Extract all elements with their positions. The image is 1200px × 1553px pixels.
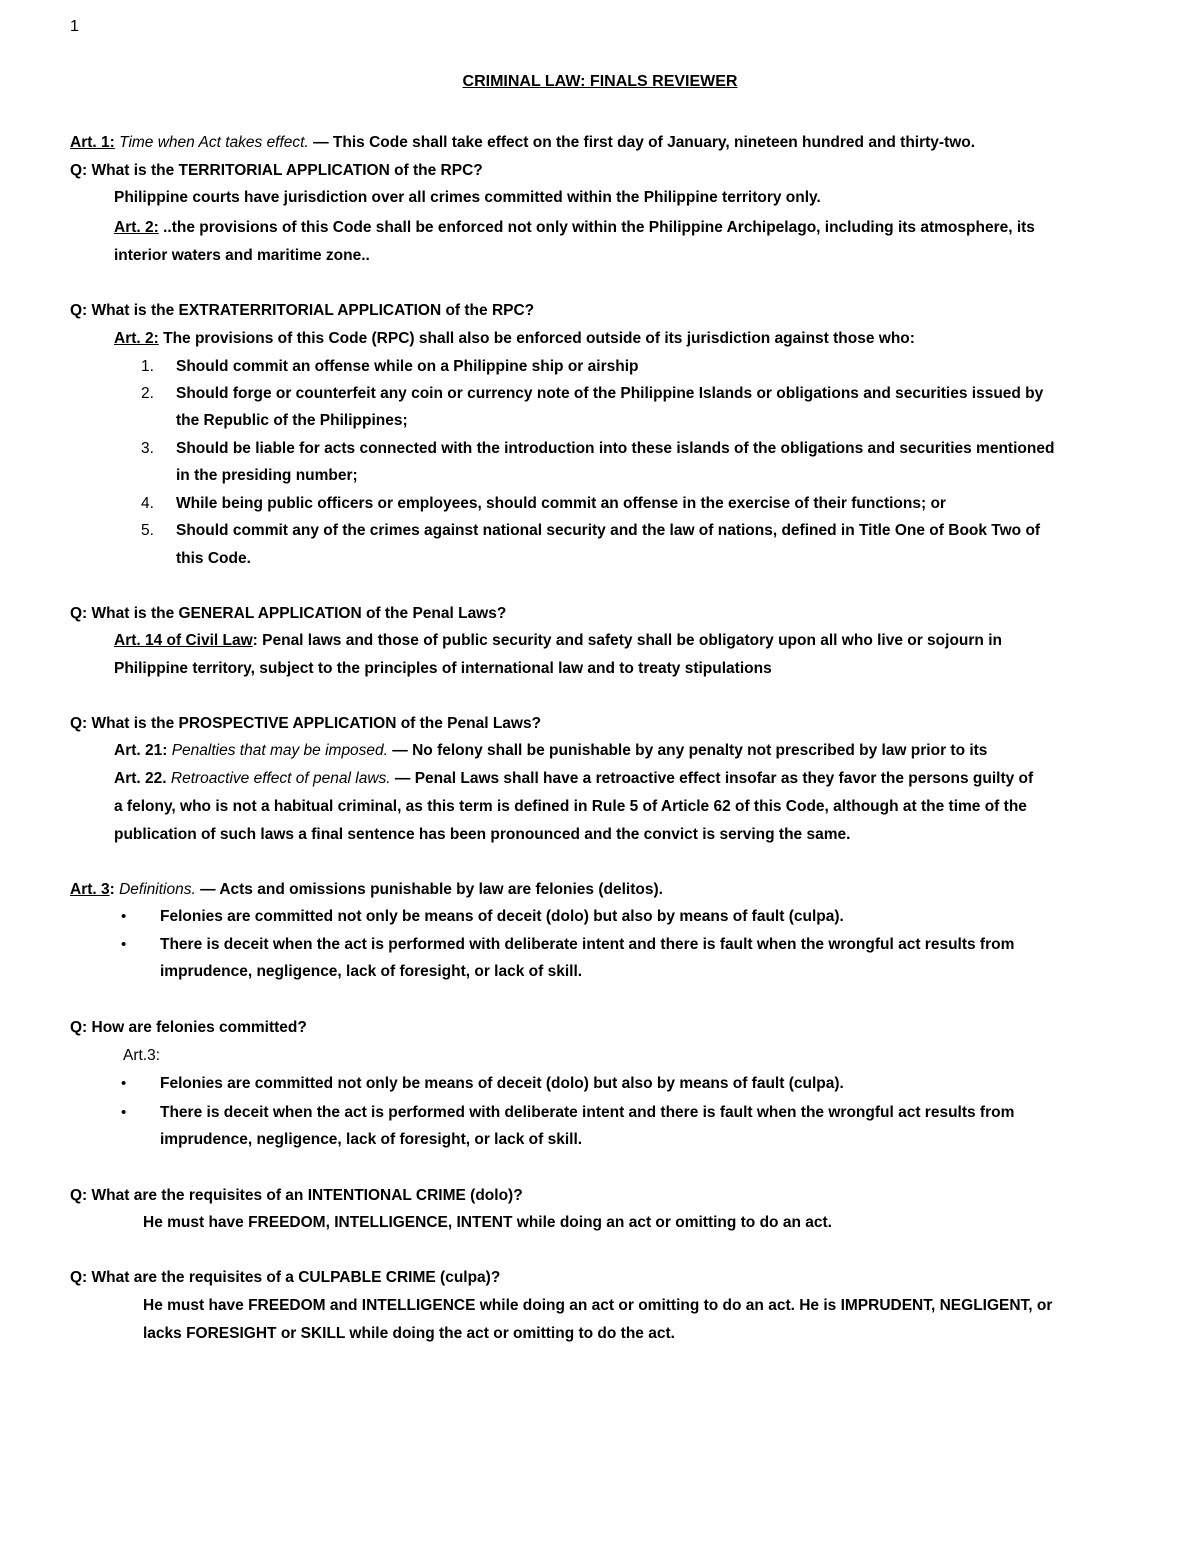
list-item-line: in the presiding number; — [176, 467, 358, 484]
culpable-answer-1: He must have FREEDOM and INTELLIGENCE while doing an act or omitting to do an act. He is IMPRUDENT, NEGLIGENT, or — [143, 1297, 1053, 1314]
extraterritorial-question: Q: What is the EXTRATERRITORIAL APPLICATION of the RPC? — [70, 302, 535, 319]
territorial-answer: Philippine courts have jurisdiction over all crimes committed within the Philippine territory only. — [114, 189, 821, 206]
list-item-line: this Code. — [176, 550, 251, 567]
extraterritorial-art-line — [114, 329, 915, 349]
culpable-question: Q: What are the requisites of a CULPABLE CRIME (culpa)? — [70, 1269, 501, 1286]
general-question: Q: What is the GENERAL APPLICATION of the Penal Laws? — [70, 605, 507, 622]
general-art-line-2: Philippine territory, subject to the principles of international law and to treaty stipulations — [114, 660, 772, 677]
document-title — [0, 73, 1200, 91]
territorial-art-line-2: interior waters and maritime zone.. — [114, 247, 370, 264]
art3-bullet-2a: There is deceit when the act is performed with deliberate intent and there is fault when the wrongful act results from — [160, 936, 1015, 953]
list-item-line: Should be liable for acts connected with the introduction into these islands of the obligations and securities mentioned — [176, 440, 1055, 457]
art22-line-1 — [114, 769, 1033, 789]
extraterritorial-art-text: The provisions of this Code (RPC) shall also be enforced outside of its jurisdiction against those who: — [158, 330, 915, 347]
list-item-line: Should forge or counterfeit any coin or currency note of the Philippine Islands or obligations and securities issued by — [176, 385, 1044, 402]
document-title-text: CRIMINAL LAW: FINALS REVIEWER — [462, 73, 738, 90]
art3-heading: Definitions. — [119, 881, 196, 898]
art3-text: — Acts and omissions punishable by law are felonies (delitos). — [195, 881, 663, 898]
list-item-number: 2. — [141, 385, 154, 402]
art22-line-2: a felony, who is not a habitual criminal, as this term is defined in Rule 5 of Article 62 of this Code, although at the time of the — [114, 798, 1027, 815]
bullet-icon: • — [121, 936, 127, 953]
art22-line-3: publication of such laws a final sentence has been pronounced and the convict is serving the same. — [114, 826, 851, 843]
art1-line — [70, 133, 975, 153]
general-art-ref: Art. 14 of Civil Law — [114, 632, 253, 649]
art1-heading: Time when Act takes effect. — [119, 134, 309, 151]
art21-line — [114, 741, 987, 761]
how-committed-bullet-2a: There is deceit when the act is performed with deliberate intent and there is fault when the wrongful act results from — [160, 1104, 1015, 1121]
general-art-text-1: : Penal laws and those of public security and safety shall be obligatory upon all who live or sojourn in — [252, 632, 1002, 649]
list-item-number: 5. — [141, 522, 154, 539]
page-number: 1 — [70, 18, 79, 35]
list-item-number: 1. — [141, 358, 154, 375]
art21-text: — No felony shall be punishable by any penalty not prescribed by law prior to its — [387, 742, 988, 759]
bullet-icon: • — [121, 908, 127, 925]
list-item-number: 3. — [141, 440, 154, 457]
how-committed-bullet-2b: imprudence, negligence, lack of foresight, or lack of skill. — [160, 1131, 583, 1148]
territorial-art-text-1: ..the provisions of this Code shall be enforced not only within the Philippine Archipelago, including its atmosphere, its — [158, 219, 1035, 236]
general-art-line-1 — [114, 631, 1002, 651]
art21-heading: Penalties that may be imposed. — [171, 742, 388, 759]
list-item-line: the Republic of the Philippines; — [176, 412, 408, 429]
how-committed-question: Q: How are felonies committed? — [70, 1019, 307, 1036]
extraterritorial-art-ref: Art. 2: — [114, 330, 159, 347]
how-committed-art-ref: Art.3: — [123, 1047, 161, 1064]
art3-bullet-2b: imprudence, negligence, lack of foresight, or lack of skill. — [160, 963, 583, 980]
art22-heading: Retroactive effect of penal laws. — [170, 770, 391, 787]
art3-ref: Art. 3 — [70, 881, 110, 898]
art1-ref: Art. 1: — [70, 134, 115, 151]
list-item-line: While being public officers or employees, should commit an offense in the exercise of their functions; or — [176, 495, 946, 512]
territorial-question: Q: What is the TERRITORIAL APPLICATION of the RPC? — [70, 162, 483, 179]
art3-bullet-1: Felonies are committed not only be means of deceit (dolo) but also by means of fault (culpa). — [160, 908, 844, 925]
art22-ref: Art. 22. — [114, 770, 167, 787]
bullet-icon: • — [121, 1075, 127, 1092]
list-item-number: 4. — [141, 495, 154, 512]
list-item-line: Should commit any of the crimes against national security and the law of nations, defined in Title One of Book Two of — [176, 522, 1041, 539]
art3-line: Art. 3: Definitions. — Acts and omissions punishable by law are felonies (delitos). — [70, 881, 663, 898]
art21-ref: Art. 21: — [114, 742, 168, 759]
prospective-question: Q: What is the PROSPECTIVE APPLICATION of the Penal Laws? — [70, 715, 542, 732]
culpable-answer-2: lacks FORESIGHT or SKILL while doing the act or omitting to do the act. — [143, 1325, 675, 1342]
bullet-icon: • — [121, 1104, 127, 1121]
intentional-question: Q: What are the requisites of an INTENTIONAL CRIME (dolo)? — [70, 1187, 523, 1204]
how-committed-bullet-1: Felonies are committed not only be means of deceit (dolo) but also by means of fault (culpa). — [160, 1075, 844, 1092]
art22-text-1: — Penal Laws shall have a retroactive effect insofar as they favor the persons guilty of — [390, 770, 1034, 787]
intentional-answer: He must have FREEDOM, INTELLIGENCE, INTENT while doing an act or omitting to do an act. — [143, 1214, 832, 1231]
list-item-line: Should commit an offense while on a Philippine ship or airship — [176, 358, 639, 375]
territorial-art-ref: Art. 2: — [114, 219, 159, 236]
art1-text: — This Code shall take effect on the first day of January, nineteen hundred and thirty-two. — [308, 134, 976, 151]
territorial-art-line-1 — [114, 218, 1035, 238]
